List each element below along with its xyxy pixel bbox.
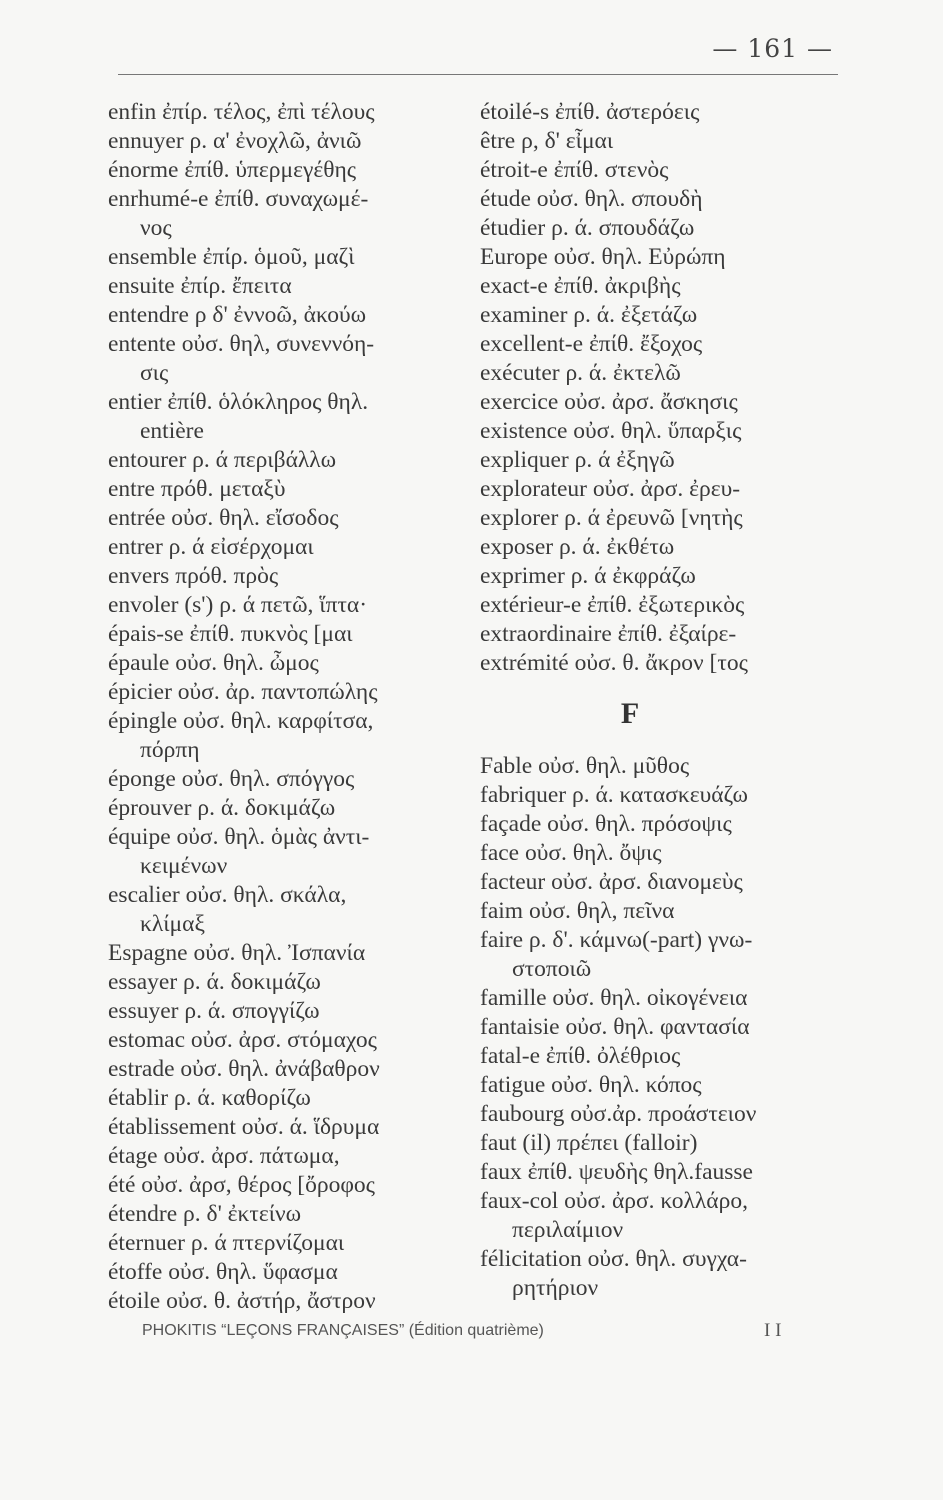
dictionary-entry: félicitation οὐσ. θηλ. συγχα-	[480, 1246, 747, 1272]
dictionary-entry: extraordinaire ἐπίθ. ἐξαίρε-	[480, 621, 737, 647]
dictionary-entry: expliquer ρ. ά ἐξηγῶ	[480, 447, 675, 473]
dictionary-entry: éponge οὐσ. θηλ. σπόγγος	[108, 766, 355, 792]
dictionary-entry: περιλαίμιον	[512, 1217, 624, 1243]
dictionary-entry: fabriquer ρ. ά. κατασκευάζω	[480, 782, 748, 808]
right-column	[480, 98, 860, 1303]
dictionary-entry: στοποιῶ	[512, 956, 592, 982]
dictionary-entry: explorateur οὐσ. ἀρσ. ἐρευ-	[480, 476, 741, 502]
dictionary-entry: entière	[140, 418, 204, 444]
right-column-e-entries	[480, 98, 860, 678]
dictionary-entry: νος	[140, 215, 172, 241]
dictionary-entry: extrémité οὐσ. θ. ἄκρον [τος	[480, 650, 748, 676]
dictionary-entry: πόρπη	[140, 737, 200, 763]
dictionary-entry: envers πρόθ. πρὸς	[108, 563, 279, 589]
dictionary-entry: entrée οὐσ. θηλ. εἴσοδος	[108, 505, 339, 531]
dictionary-entry: κειμένων	[140, 853, 228, 879]
dictionary-entry: entente οὐσ. θηλ, συνεννόη-	[108, 331, 375, 357]
dictionary-entry: examiner ρ. ά. ἐξετάζω	[480, 302, 698, 328]
dictionary-entry: étroit-e ἐπίθ. στενὸς	[480, 157, 669, 183]
dictionary-entry: face οὐσ. θηλ. ὄψις	[480, 840, 662, 866]
dictionary-entry: épaule οὐσ. θηλ. ὦμος	[108, 650, 319, 676]
dictionary-entry: estomac οὐσ. ἀρσ. στόμαχος	[108, 1027, 377, 1053]
dictionary-entry: entrer ρ. ά εἰσέρχομαι	[108, 534, 314, 560]
dictionary-entry: fatigue οὐσ. θηλ. κόπος	[480, 1072, 702, 1098]
dictionary-entry: été οὐσ. ἀρσ, θέρος [ὄροφος	[108, 1172, 375, 1198]
dictionary-entry: entre πρόθ. μεταξὺ	[108, 476, 286, 502]
dictionary-entry: entier ἐπίθ. ὁλόκληρος θηλ.	[108, 389, 369, 415]
section-letter: F	[620, 697, 640, 730]
dictionary-entry: κλίμαξ	[140, 911, 205, 937]
dictionary-entry: étoile οὐσ. θ. ἀστήρ, ἄστρον	[108, 1288, 376, 1314]
dictionary-entry: épingle οὐσ. θηλ. καρφίτσα,	[108, 708, 374, 734]
dictionary-entry: exercice οὐσ. ἀρσ. ἄσκησις	[480, 389, 738, 415]
dictionary-entry: étendre ρ. δ' ἐκτείνω	[108, 1201, 302, 1227]
dictionary-entry: façade οὐσ. θηλ. πρόσοψις	[480, 811, 732, 837]
dictionary-entry: épais-se ἐπίθ. πυκνὸς [μαι	[108, 621, 353, 647]
dictionary-entry: faim οὐσ. θηλ, πεῖνα	[480, 898, 675, 924]
dictionary-entry: ensemble ἐπίρ. ὁμοῦ, μαζὶ	[108, 244, 355, 270]
footer	[142, 1322, 822, 1340]
dictionary-entry: famille οὐσ. θηλ. οἰκογένεια	[480, 985, 748, 1011]
footer-signature: I I	[764, 1320, 782, 1341]
dictionary-entry: Espagne οὐσ. θηλ. Ἰσπανία	[108, 940, 366, 966]
dictionary-entry: éprouver ρ. ά. δοκιμάζω	[108, 795, 336, 821]
dictionary-entry: faux-col οὐσ. ἀρσ. κολλάρο,	[480, 1188, 748, 1214]
dictionary-entry: existence οὐσ. θηλ. ὕπαρξις	[480, 418, 742, 444]
dictionary-entry: établir ρ. ά. καθορίζω	[108, 1085, 311, 1111]
dictionary-entry: essuyer ρ. ά. σπογγίζω	[108, 998, 320, 1024]
right-column-f-entries	[480, 752, 860, 1303]
dictionary-entry: entourer ρ. ά περιβάλλω	[108, 447, 337, 473]
dictionary-entry: faubourg οὐσ.ἀρ. προάστειον	[480, 1101, 757, 1127]
dictionary-entry: étoffe οὐσ. θηλ. ὕφασμα	[108, 1259, 338, 1285]
dictionary-entry: Fable οὐσ. θηλ. μῦθος	[480, 753, 690, 779]
dictionary-entry: épicier οὐσ. ἀρ. παντοπώλης	[108, 679, 378, 705]
dictionary-entry: fantaisie οὐσ. θηλ. φαντασία	[480, 1014, 750, 1040]
dictionary-entry: exprimer ρ. ά ἐκφράζω	[480, 563, 696, 589]
left-column	[108, 98, 468, 1316]
dictionary-entry: fatal-e ἐπίθ. ὀλέθριος	[480, 1043, 681, 1069]
dictionary-entry: faut (il) πρέπει (falloir)	[480, 1130, 698, 1156]
dictionary-entry: extérieur-e ἐπίθ. ἐξωτερικὸς	[480, 592, 745, 618]
dictionary-entry: équipe οὐσ. θηλ. ὁμὰς ἀντι-	[108, 824, 370, 850]
dictionary-entry: entendre ρ δ' ἐννοῶ, ἀκούω	[108, 302, 367, 328]
dictionary-entry: enfin ἐπίρ. τέλος, ἐπὶ τέλους	[108, 99, 375, 125]
page-number: — 161 —	[712, 34, 833, 63]
dictionary-entry: facteur οὐσ. ἀρσ. διανομεὺς	[480, 869, 743, 895]
dictionary-entry: faux ἐπίθ. ψευδὴς θηλ.fausse	[480, 1159, 753, 1185]
dictionary-entry: enrhumé-e ἐπίθ. συναχωμέ-	[108, 186, 369, 212]
dictionary-entry: σις	[140, 360, 169, 386]
dictionary-entry: essayer ρ. ά. δοκιμάζω	[108, 969, 321, 995]
header-rule	[118, 74, 838, 75]
dictionary-entry: envoler (s') ρ. ά πετῶ, ἵπτα·	[108, 592, 368, 618]
dictionary-entry: faire ρ. δ'. κάμνω(-part) γνω-	[480, 927, 753, 953]
dictionary-entry: estrade οὐσ. θηλ. ἀνάβαθρον	[108, 1056, 380, 1082]
dictionary-entry: étudier ρ. ά. σπουδάζω	[480, 215, 695, 241]
dictionary-entry: Europe οὐσ. θηλ. Εὐρώπη	[480, 244, 726, 270]
dictionary-entry: exposer ρ. ά. ἐκθέτω	[480, 534, 675, 560]
dictionary-entry: étude οὐσ. θηλ. σπουδὴ	[480, 186, 703, 212]
dictionary-entry: être ρ, δ' εἶμαι	[480, 128, 614, 154]
dictionary-entry: exécuter ρ. ά. ἐκτελῶ	[480, 360, 681, 386]
dictionary-entry: explorer ρ. ά ἐρευνῶ [νητὴς	[480, 505, 743, 531]
dictionary-entry: excellent-e ἐπίθ. ἔξοχος	[480, 331, 703, 357]
dictionary-entry: exact-e ἐπίθ. ἀκριβὴς	[480, 273, 681, 299]
dictionary-entry: ensuite ἐπίρ. ἔπειτα	[108, 273, 292, 299]
dictionary-entry: étoilé-s ἐπίθ. ἀστερόεις	[480, 99, 700, 125]
dictionary-entry: ρητήριον	[512, 1275, 599, 1301]
footer-text: PHOKITIS “LEÇONS FRANÇAISES” (Édition quatrième)	[142, 1322, 544, 1339]
dictionary-entry: éternuer ρ. ά πτερνίζομαι	[108, 1230, 345, 1256]
dictionary-entry: ennuyer ρ. α' ἐνοχλῶ, ἀνιῶ	[108, 128, 362, 154]
dictionary-entry: énorme ἐπίθ. ὑπερμεγέθης	[108, 157, 357, 183]
dictionary-entry: établissement οὐσ. ά. ἵδρυμα	[108, 1114, 380, 1140]
dictionary-entry: étage οὐσ. ἀρσ. πάτωμα,	[108, 1143, 340, 1169]
dictionary-entry: escalier οὐσ. θηλ. σκάλα,	[108, 882, 347, 908]
